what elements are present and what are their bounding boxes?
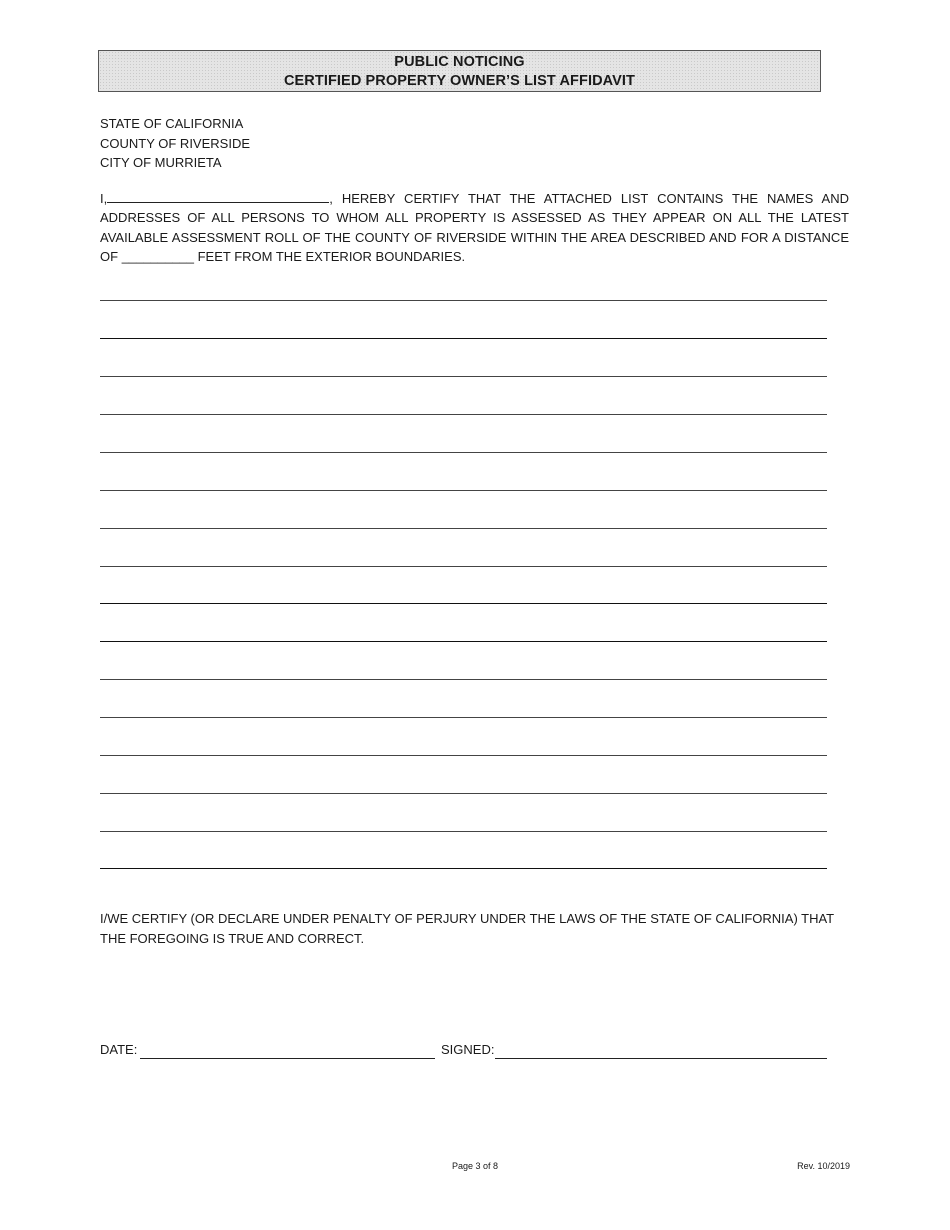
list-entry-line[interactable] bbox=[100, 603, 827, 604]
date-label: DATE: bbox=[100, 1042, 138, 1057]
date-field[interactable] bbox=[140, 1058, 435, 1059]
perjury-declaration: I/WE CERTIFY (OR DECLARE UNDER PENALTY OF PERJURY UNDER THE LAWS OF THE STATE OF CALIFORNIA) THAT THE FOREGOING IS TRUE AND CORRECT. bbox=[100, 911, 834, 946]
distance-field[interactable]: __________ bbox=[121, 248, 194, 264]
form-title-line2: CERTIFIED PROPERTY OWNER’S LIST AFFIDAVIT bbox=[283, 73, 636, 89]
list-entry-line[interactable] bbox=[100, 717, 827, 718]
certifier-name-field[interactable] bbox=[107, 189, 329, 203]
list-entry-line[interactable] bbox=[100, 452, 827, 453]
revision-date: Rev. 10/2019 bbox=[797, 1161, 850, 1171]
certification-text-end: FEET FROM THE EXTERIOR BOUNDARIES. bbox=[194, 248, 466, 264]
list-entry-line[interactable] bbox=[100, 528, 827, 529]
list-entry-line[interactable] bbox=[100, 679, 827, 680]
list-entry-line[interactable] bbox=[100, 338, 827, 339]
signature-field[interactable] bbox=[495, 1058, 827, 1059]
certification-text: , HEREBY CERTIFY THAT THE ATTACHED LIST CONTAINS THE NAMES AND ADDRESSES OF ALL PERSONS TO WHOM ALL PROPERTY IS ASSESSED AS THEY APPEAR ON ALL THE LATEST AVAILABLE ASSESSMENT ROLL OF THE COUNTY OF RIVERSIDE WITHIN THE AREA DESCRIBED AND FOR A DISTANCE OF bbox=[100, 191, 849, 264]
certification-prefix: I, bbox=[100, 191, 108, 206]
list-entry-line[interactable] bbox=[100, 376, 827, 377]
certification-paragraph bbox=[100, 189, 849, 266]
signed-label: SIGNED: bbox=[441, 1042, 495, 1057]
list-entry-line[interactable] bbox=[100, 566, 827, 567]
list-entry-line[interactable] bbox=[100, 831, 827, 832]
jurisdiction-block bbox=[100, 114, 250, 173]
list-entry-line[interactable] bbox=[100, 414, 827, 415]
list-entry-line[interactable] bbox=[100, 755, 827, 756]
form-title-line1: PUBLIC NOTICING bbox=[394, 54, 525, 70]
city-label: CITY OF MURRIETA bbox=[100, 155, 222, 170]
state-label: STATE OF CALIFORNIA bbox=[100, 116, 244, 131]
form-title-banner bbox=[98, 50, 821, 92]
list-entry-line[interactable] bbox=[100, 490, 827, 491]
list-entry-line[interactable] bbox=[100, 300, 827, 301]
page-number: Page 3 of 8 bbox=[451, 1161, 499, 1171]
list-entry-line[interactable] bbox=[100, 641, 827, 642]
list-entry-line[interactable] bbox=[100, 793, 827, 794]
list-entry-line[interactable] bbox=[100, 868, 827, 869]
county-label: COUNTY OF RIVERSIDE bbox=[100, 135, 251, 151]
